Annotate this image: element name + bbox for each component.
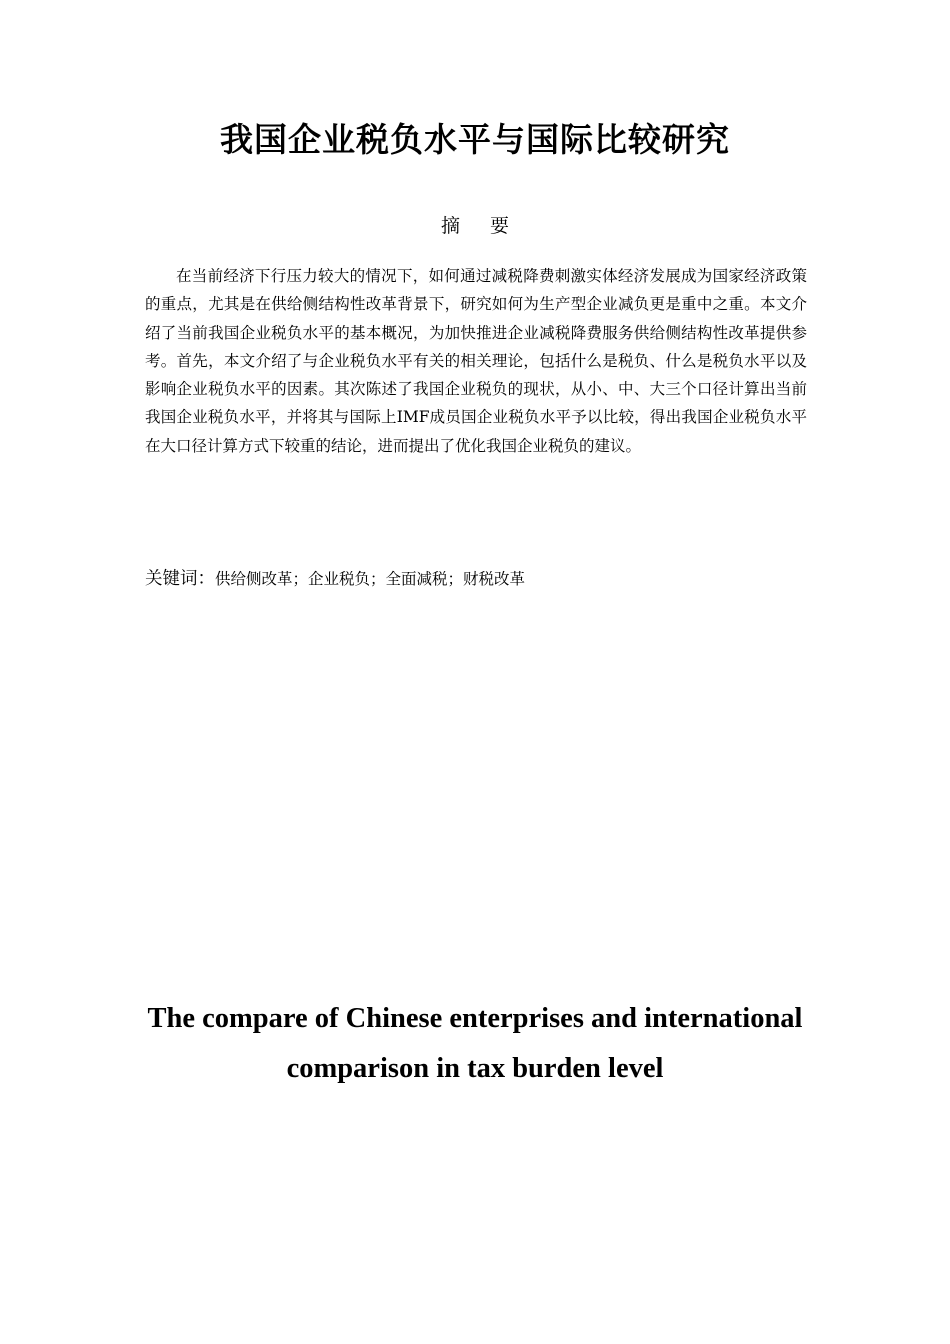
keywords-label: 关键词： bbox=[145, 569, 215, 589]
chinese-title: 我国企业税负水平与国际比较研究 bbox=[220, 120, 730, 159]
abstract-heading: 摘 要 bbox=[440, 215, 522, 237]
abstract-body: 在当前经济下行压力较大的情况下，如何通过减税降费刺激实体经济发展成为国家经济政策的重点，尤其是在供给侧结构性改革背景下，研究如何为生产型企业减负更是重中之重。本文介绍了当前我国企业税负水平的基本概况，为加快推进企业减税降费服务供给侧结构性改革提供参考。首先，本文介绍了与企业税负水平有关的相关理论，包括什么是税负、什么是税负水平以及影响企业税负水平的因素。其次陈述了我国企业税负的现状，从小、中、大三个口径计算出当前我国企业税负水平，并将其与国际上IMF成员国企业税负水平予以比较，得出我国企业税负水平在大口径计算方式下较重的结论，进而提出了优化我国企业税负的建议。 bbox=[145, 267, 807, 455]
keywords-text: 供给侧改革；企业税负；全面减税；财税改革 bbox=[215, 570, 526, 588]
english-title: The compare of Chinese enterprises and international comparison in tax burden level bbox=[147, 1003, 803, 1084]
keywords-line bbox=[145, 565, 807, 593]
